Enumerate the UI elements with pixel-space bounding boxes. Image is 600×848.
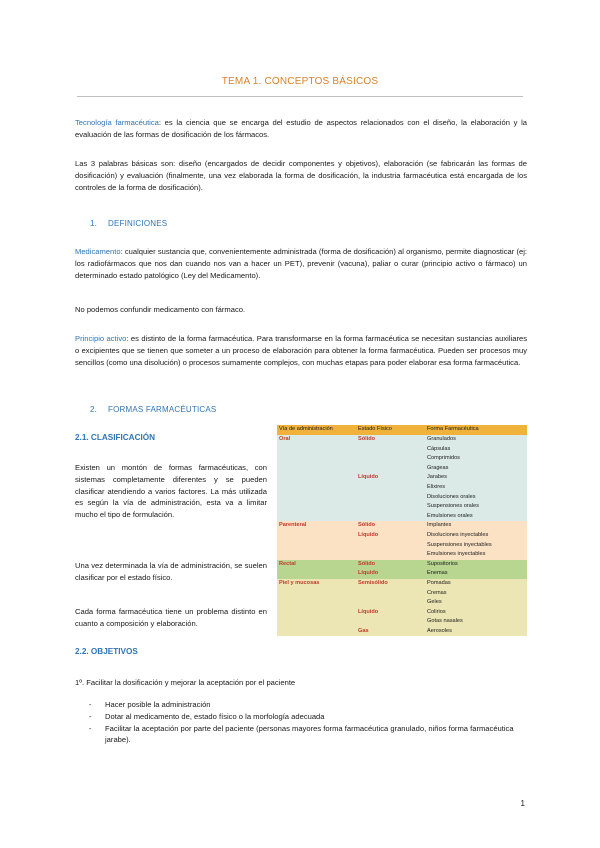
formas-farmaceuticas-table <box>277 425 527 636</box>
header-estado: Estado Físico <box>356 425 425 435</box>
medicamento-paragraph <box>75 246 527 281</box>
clasificacion-paragraph-3: Cada forma farmacéutica tiene un problema distinto en cuanto a composición y elaboración. <box>75 607 267 628</box>
no-confundir-paragraph: No podemos confundir medicamento con fármaco. <box>75 305 246 314</box>
forma-rectal-solido: Supositorios <box>425 560 527 570</box>
bullet-dash: - <box>89 711 92 721</box>
title-divider <box>77 96 523 97</box>
estado-rectal-solido: Sólido <box>356 560 425 570</box>
forma-oral-liquido: Jarabes Elixires Disoluciones orales Suspensiones orales Emulsiones orales <box>425 473 527 521</box>
medicamento-text: : cualquier sustancia que, convenientemente administrada (forma de dosificación) al organismo, permite diagnosticar (ej: los radiofármacos que nos dan cuando nos van a hacer un PET), prevenir (vacuna), paliar o curar (principio activo o fármaco) un determinado estado patológico (Ley del Medicamento). <box>75 247 527 280</box>
section-1-label: DEFINICIONES <box>108 219 168 228</box>
forma-parenteral-solido: Implantes <box>425 521 527 531</box>
principio-term: Principio activo <box>75 334 127 343</box>
principio-text: : es distinto de la forma farmacéutica. Para transformarse en la forma farmacéutica se necesitan sustancias auxiliares o excipientes que se tienen que someter a un proceso de elaboración para obtener la forma farmacéutica. Pueden ser procesos muy sencillos (como una disolución) o procesos sumamente complejos, con muchas etapas para poder elaborar esa forma farmacéutica. <box>75 334 527 367</box>
page-number: 1 <box>520 799 525 808</box>
estado-piel-gas: Gas <box>356 627 425 637</box>
objetivo-1-line: 1º. Facilitar la dosificación y mejorar la aceptación por el paciente <box>75 678 296 687</box>
estado-piel-semisolido: Semisólido <box>356 579 425 608</box>
forma-oral-solido: Granulados Cápsulas Comprimidos Grageas <box>425 435 527 473</box>
section-1-number: 1. <box>90 219 98 228</box>
intro-paragraph <box>75 117 527 141</box>
bullet-dash: - <box>89 723 92 733</box>
forma-piel-gas: Aerosoles <box>425 627 527 637</box>
via-parenteral: Parenteral <box>277 521 356 531</box>
intro-text: : es la ciencia que se encarga del estudio de aspectos relacionados con el diseño, la elaboración y la evaluación de las formas de dosificación de los fármacos. <box>75 118 528 139</box>
via-rectal: Rectal <box>277 560 356 570</box>
intro-term: Tecnología farmacéutica <box>75 118 159 127</box>
estado-parenteral-liquido: Líquido <box>356 531 425 560</box>
table-row <box>277 473 527 521</box>
subsection-2-2-heading: 2.2. OBJETIVOS <box>75 647 138 656</box>
estado-oral-solido: Sólido <box>356 435 425 473</box>
forma-piel-liquido: Colirios Gotas nasales <box>425 608 527 627</box>
section-2-number: 2. <box>90 405 98 414</box>
table-row <box>277 608 527 627</box>
section-1-heading <box>90 218 167 230</box>
via-oral: Oral <box>277 435 356 473</box>
estado-parenteral-solido: Sólido <box>356 521 425 531</box>
list-item: - Hacer posible la administración <box>89 700 211 709</box>
table-row <box>277 521 527 531</box>
via-piel: Piel y mucosas <box>277 579 356 608</box>
estado-rectal-liquido: Líquido <box>356 569 425 579</box>
header-via: Vía de administración <box>277 425 356 435</box>
forma-rectal-liquido: Enemas <box>425 569 527 579</box>
document-title: TEMA 1. CONCEPTOS BÁSICOS <box>221 76 379 87</box>
list-item: - Dotar al medicamento de, estado físico o la morfología adecuada <box>89 711 325 721</box>
clasificacion-paragraph-2: Una vez determinada la vía de administración, se suelen clasificar por el estado físico. <box>75 561 267 582</box>
medicamento-term: Medicamento <box>75 247 121 256</box>
estado-oral-liquido: Líquido <box>356 473 425 521</box>
subsection-2-1-heading: 2.1. CLASIFICACIÓN <box>75 433 156 442</box>
section-2-heading <box>90 404 216 416</box>
forma-piel-semisolido: Pomadas Cremas Geles <box>425 579 527 608</box>
forma-parenteral-liquido: Disoluciones inyectables Suspensiones inyectables Emulsiones inyectables <box>425 531 527 560</box>
table-row <box>277 531 527 560</box>
table-row <box>277 627 527 637</box>
section-2-label: FORMAS FARMACÉUTICAS <box>108 405 217 414</box>
palabras-paragraph: Las 3 palabras básicas son: diseño (encargados de decidir componentes y objetivos), elaboración (se fabricarán las formas de dosificación) y evaluación (finalmente, una vez elaborada la forma de dosificación, la industria farmacéutica está encargada de los controles de la forma de dosificación). <box>75 159 527 192</box>
clasificacion-paragraph-1: Existen un montón de formas farmacéuticas, con sistemas completamente diferentes y se pueden clasificar atendiendo a varios factores. La más utilizada es según la vía de administración, esta va a limitar mucho el tipo de formulación. <box>75 463 267 520</box>
bullet-dash: - <box>89 700 92 709</box>
table-row <box>277 569 527 579</box>
principio-paragraph <box>75 333 527 368</box>
table-row <box>277 560 527 570</box>
estado-piel-liquido: Líquido <box>356 608 425 627</box>
objetivos-list <box>75 699 527 746</box>
header-forma: Forma Farmacéutica <box>425 425 527 435</box>
table-header-row <box>277 425 527 435</box>
table-row <box>277 435 527 473</box>
table-row <box>277 579 527 608</box>
list-item: - Facilitar la aceptación por parte del paciente (personas mayores forma farmacéutica granulado, niños forma farmacéutica jarabe). <box>89 723 514 745</box>
